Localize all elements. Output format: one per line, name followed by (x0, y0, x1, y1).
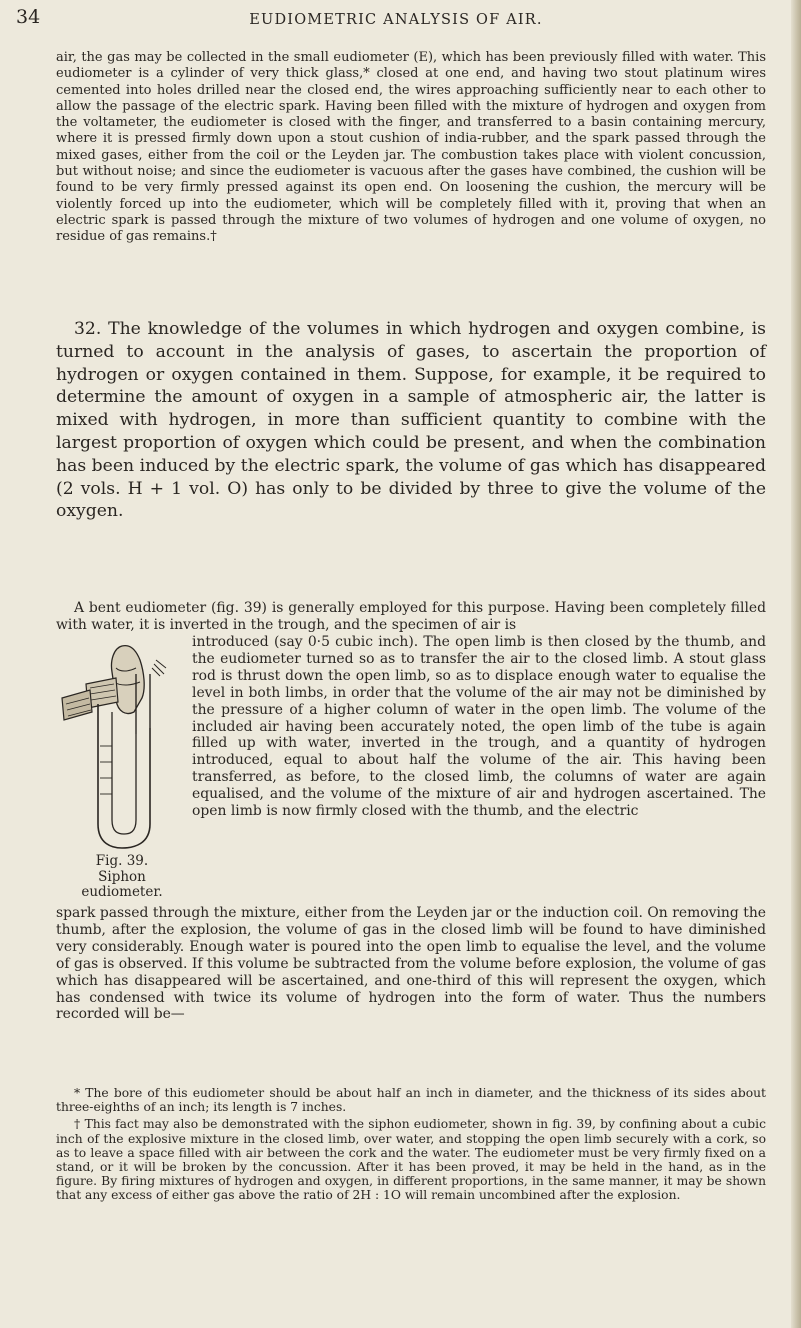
footnote-asterisk: * The bore of this eudiometer should be about half an inch in diameter, and the thickness of its sides about three-eighths of an inch; its length is 7 inches. (56, 1086, 766, 1115)
figure-label: Fig. 39. (95, 853, 149, 869)
figure-caption: Siphon eudiometer. (81, 868, 163, 900)
paragraph-eudiometer-explosion: air, the gas may be collected in the small eudiometer (E), which has been previously filled with water. This eudiometer is a cylinder of very thick glass,* closed at one end, and having two stout platinum wires cemented into holes drilled near the closed end, the wires approaching sufficiently near to each other to allow the passage of the electric spark. Having been filled with the mixture of hydrogen and oxygen from the voltameter, the eudiometer is closed with the finger, and transferred to a basin containing mercury, where it is pressed firmly down upon a stout cushion of india-rubber, and the spark passed through the mixed gases, either from the coil or the Leyden jar. The combustion takes place with violent concussion, but without noise; and since the eudiometer is vacuous after the gases have combined, the cushion will be found to be very firmly pressed against its open end. On loosening the cushion, the mercury will be violently forced up into the eudiometer, which will be completely filled with it, proving that when an electric spark is passed through the mixture of two volumes of hydrogen and one volume of oxygen, no residue of gas remains.† (56, 50, 766, 245)
paragraph-32-gas-analysis: 32. The knowledge of the volumes in which hydrogen and oxygen combine, is turned to account in the analysis of gases, to ascertain the proportion of hydrogen or oxygen contained in them. Suppose, for example, it be required to determine the amount of oxygen in a sample of atmospheric air, the latter is mixed with hydrogen, in more than sufficient quantity to combine with the largest proportion of oxygen which could be present, and when the combination has been induced by the electric spark, the volume of gas which has disappeared (2 vols. H + 1 vol. O) has only to be divided by three to give the volume of the oxygen. (56, 319, 766, 522)
page-edge-shadow (791, 0, 801, 1328)
paragraph-bent-eudiometer-intro: A bent eudiometer (fig. 39) is generally employed for this purpose. Having been completely filled with water, it is inverted in the trough, and the specimen of air is (56, 600, 766, 633)
paragraph-bent-eudiometer-result: spark passed through the mixture, either from the Leyden jar or the induction coil. On removing the thumb, after the explosion, the volume of gas in the closed limb will be found to have diminished very considerably. Enough water is poured into the open limb to equalise the level, and the volume of gas is observed. If this volume be subtracted from the volume before explosion, the volume of gas which has disappeared will be ascertained, and one-third of this will represent the oxygen, which has condensed with twice its volume of hydrogen into the form of water. Thus the numbers recorded will be— (56, 905, 766, 1023)
figure-39 (56, 638, 188, 898)
footnotes (56, 1086, 766, 1203)
footnote-dagger: † This fact may also be demonstrated with the siphon eudiometer, shown in fig. 39, by confining about a cubic inch of the explosive mixture in the closed limb, over water, and stopping the open limb securely with a cork, so as to leave a space filled with air between the cork and the water. The eudiometer must be very firmly fixed on a stand, or it will be broken by the concussion. After it has been proved, it may be held in the hand, as in the figure. By firing mixtures of hydrogen and oxygen, in different proportions, in the same manner, it may be shown that any excess of either gas above the ratio of 2H : 1O will remain uncombined after the explosion. (56, 1117, 766, 1203)
running-title: EUDIOMETRIC ANALYSIS OF AIR. (249, 12, 543, 28)
siphon-eudiometer-illustration (56, 638, 188, 850)
page-number: 34 (16, 6, 41, 28)
paragraph-bent-eudiometer-procedure: introduced (say 0·5 cubic inch). The open limb is then closed by the thumb, and the eudiometer turned so as to transfer the air to the closed limb. A stout glass rod is thrust down the open limb, so as to displace enough water to equalise the level in both limbs, in order that the volume of the air may not be diminished by the pressure of a higher column of water in the open limb. The volume of the included air having been accurately noted, the open limb of the tube is again filled up with water, inverted in the trough, and a quantity of hydrogen introduced, equal to about half the volume of the air. This having been transferred, as before, to the closed limb, the columns of water are again equalised, and the volume of the mixture of air and hydrogen ascertained. The open limb is now firmly closed with the thumb, and the electric (192, 634, 766, 820)
page-header (16, 6, 776, 34)
